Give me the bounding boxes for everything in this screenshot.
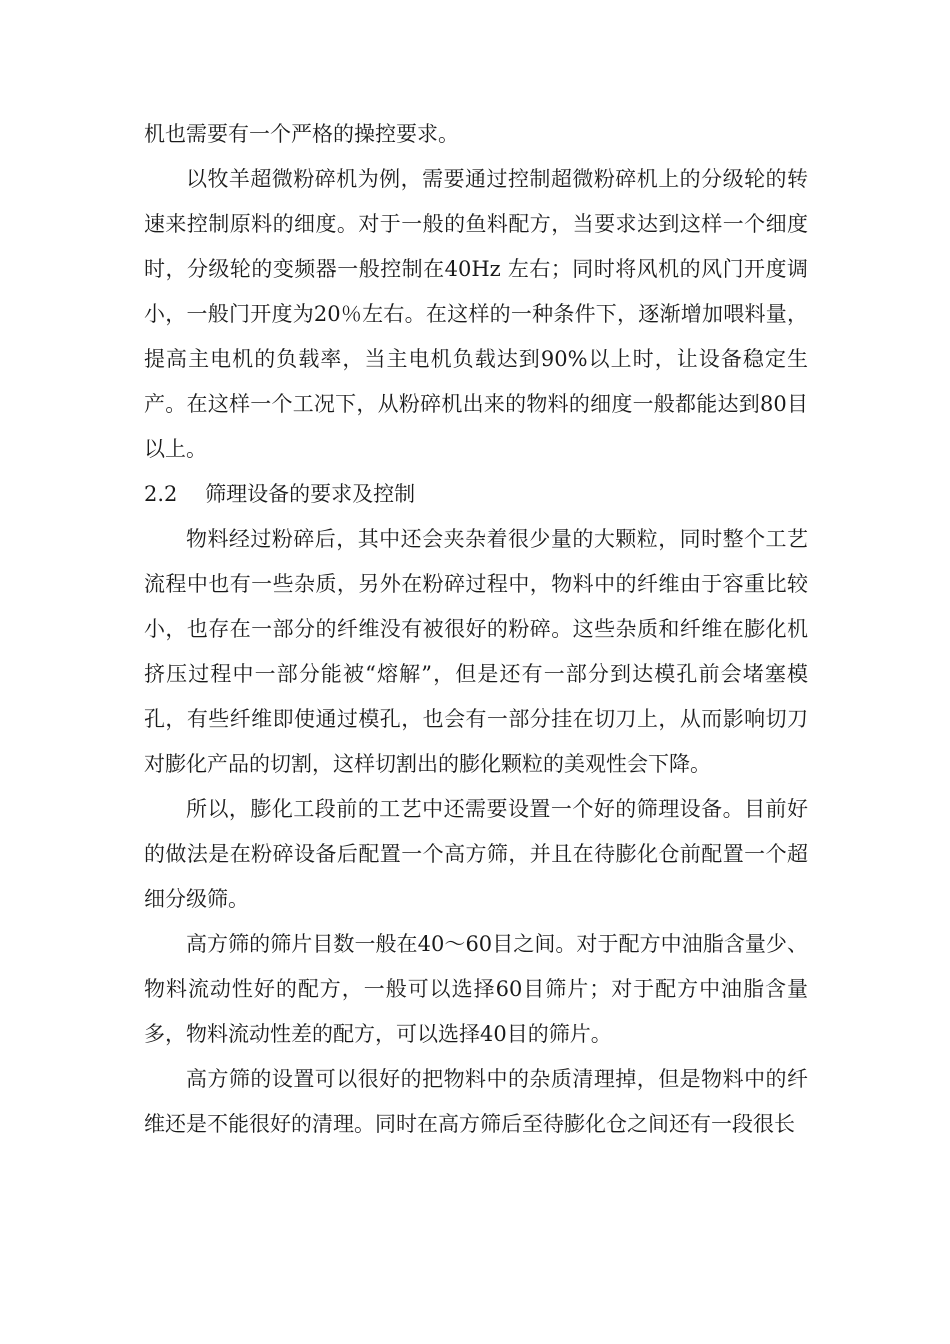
document-page: [144, 112, 808, 1147]
paragraph-screening-setup: 所以，膨化工段前的工艺中还需要设置一个好的筛理设备。目前好的做法是在粉碎设备后配置一个高方筛，并且在待膨化仓前配置一个超细分级筛。: [144, 797, 808, 911]
paragraph-continuation: 机也需要有一个严格的操控要求。: [144, 122, 459, 146]
section-heading: 2.2 筛理设备的要求及控制: [144, 482, 416, 506]
paragraph-impurities: 物料经过粉碎后，其中还会夹杂着很少量的大颗粒，同时整个工艺流程中也有一些杂质，另外在粉碎过程中，物料中的纤维由于容重比较小，也存在一部分的纤维没有被很好的粉碎。这些杂质和纤维在膨化机挤压过程中一部分能被“熔解”，但是还有一部分到达模孔前会堵塞模孔，有些纤维即使通过模孔，也会有一部分挂在切刀上，从而影响切刀对膨化产品的切割，这样切割出的膨化颗粒的美观性会下降。: [144, 527, 808, 776]
paragraph-mesh-size: 高方筛的筛片目数一般在40～60目之间。对于配方中油脂含量少、物料流动性好的配方，一般可以选择60目筛片；对于配方中油脂含量多，物料流动性差的配方，可以选择40目的筛片。: [144, 932, 808, 1046]
paragraph-grinder-example: 以牧羊超微粉碎机为例，需要通过控制超微粉碎机上的分级轮的转速来控制原料的细度。对于一般的鱼料配方，当要求达到这样一个细度时，分级轮的变频器一般控制在40Hz 左右；同时将风机的风门开度调小，一般门开度为20％左右。在这样的一种条件下，逐渐增加喂料量，提高主电机的负载率，当主电机负载达到90%以上时，让设备稳定生产。在这样一个工况下，从粉碎机出来的物料的细度一般都能达到80目以上。: [144, 167, 808, 461]
paragraph-sifter-limits: 高方筛的设置可以很好的把物料中的杂质清理掉，但是物料中的纤维还是不能很好的清理。同时在高方筛后至待膨化仓之间还有一段很长: [144, 1067, 808, 1136]
